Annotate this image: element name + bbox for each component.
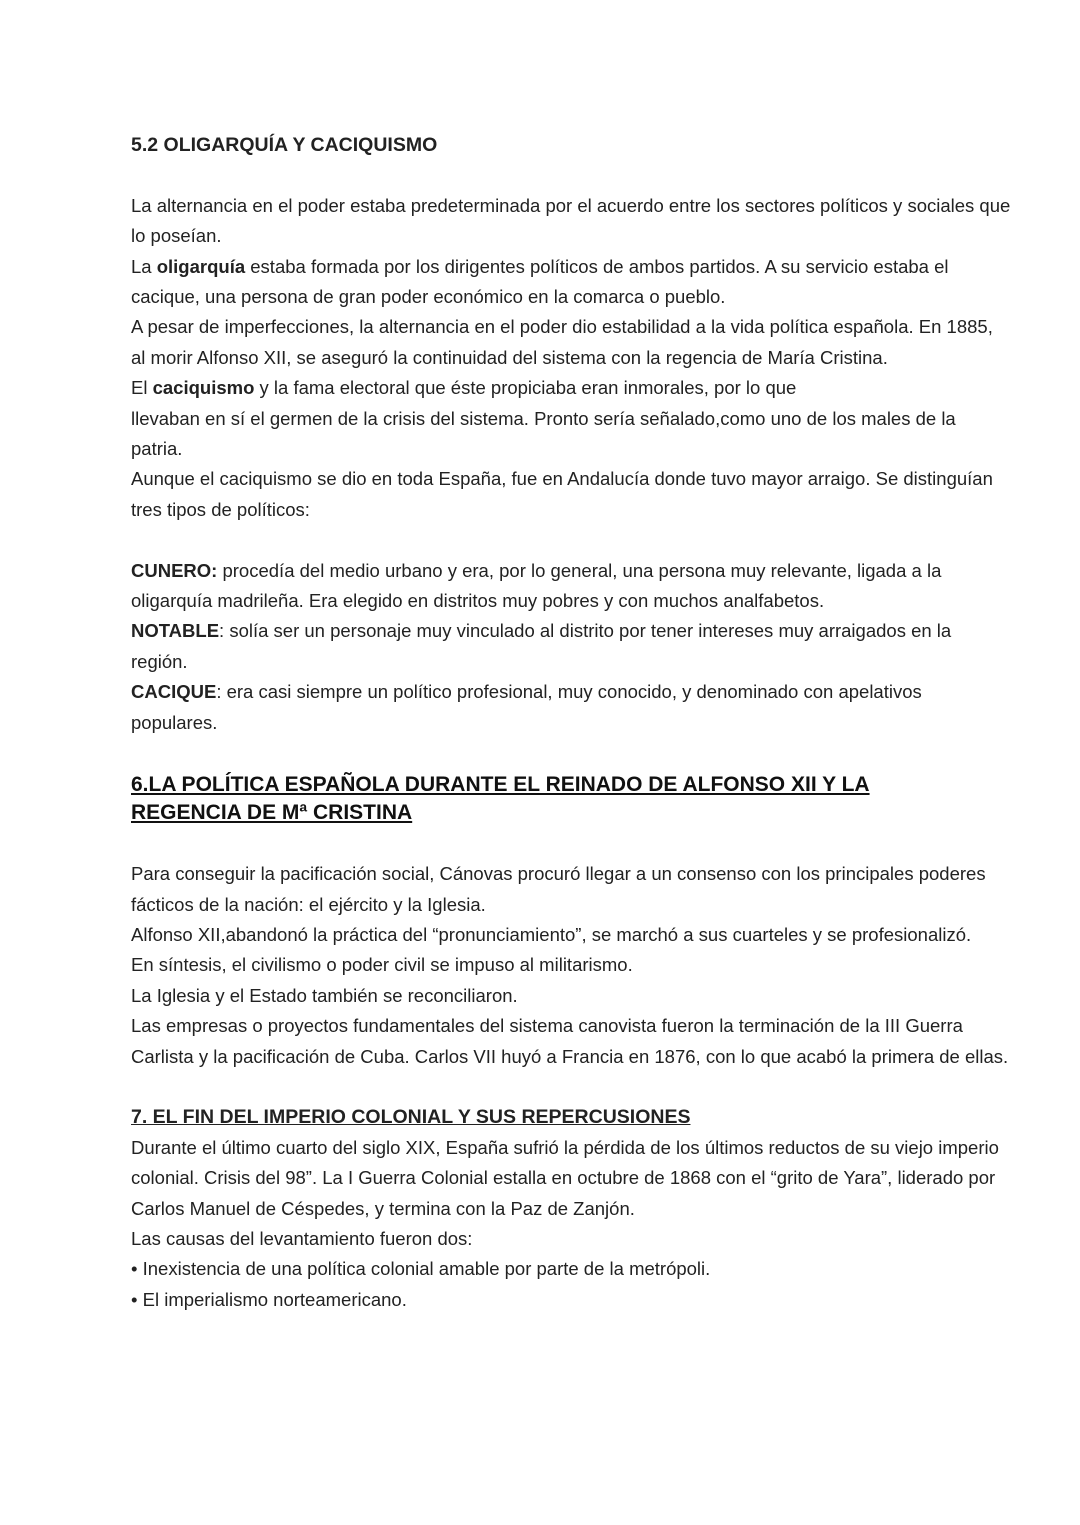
spacer (131, 160, 1011, 190)
paragraph: Aunque el caciquismo se dio en toda España, fue en Andalucía donde tuvo mayor arraigo. Se distinguían tres tipos de políticos: (131, 468, 993, 520)
label-notable: NOTABLE (131, 620, 220, 642)
paragraph: En síntesis, el civilismo o poder civil se impuso al militarismo. (131, 954, 633, 976)
paragraph: Para conseguir la pacificación social, Cánovas procuró llegar a un consenso con los principales poderes fácticos de la nación: el ejército y la Iglesia. (131, 863, 986, 915)
text-run: El (131, 377, 153, 399)
bullet-item: • El imperialismo norteamericano. (131, 1288, 407, 1310)
text-run: y la fama electoral que éste propiciaba eran inmorales, por lo que (254, 377, 797, 399)
text-run: : solía ser un personaje muy vinculado al distrito por tener intereses muy arraigados en la región. (131, 620, 952, 672)
paragraph: La Iglesia y el Estado también se reconciliaron. (131, 984, 518, 1006)
bold-term-oligarquia: oligarquía (156, 255, 246, 277)
label-cunero: CUNERO: (131, 559, 218, 581)
paragraph: llevaban en sí el germen de la crisis del sistema. Pronto sería señalado,como uno de los males de la patria. (131, 407, 956, 460)
paragraph: Alfonso XII,abandonó la práctica del “pronunciamiento”, se marchó a sus cuarteles y se profesionalizó. (131, 923, 972, 945)
bold-term-caciquismo: caciquismo (152, 377, 255, 399)
section-5-2-title: 5.2 OLIGARQUÍA Y CACIQUISMO (131, 134, 438, 156)
spacer (131, 738, 1011, 771)
text-run: : era casi siempre un político profesional, muy conocido, y denominado con apelativos populares. (131, 681, 922, 733)
label-cacique: CACIQUE (131, 681, 217, 703)
paragraph: La alternancia en el poder estaba predeterminada por el acuerdo entre los sectores políticos y sociales que lo poseían. (131, 194, 1011, 247)
spacer (131, 525, 1011, 555)
text-run: La (131, 255, 157, 277)
definition-notable (131, 616, 1011, 677)
bullet-item: • Inexistencia de una política colonial amable por parte de la metrópoli. (131, 1258, 711, 1280)
section-6-title (131, 771, 1011, 827)
paragraph (131, 252, 1011, 313)
document-page (131, 130, 1011, 1315)
paragraph: Las empresas o proyectos fundamentales del sistema canovista fueron la terminación de la III Guerra Carlista y la pacificación de Cuba. Carlos VII huyó a Francia en 1876, con lo que acabó la primera de ellas. (131, 1015, 1009, 1067)
definition-cunero (131, 556, 1011, 617)
text-run: estaba formada por los dirigentes políticos de ambos partidos. A su servicio estaba el cacique, una persona de gran poder económico en la comarca o pueblo. (131, 255, 949, 308)
definition-cacique (131, 677, 1011, 738)
paragraph (131, 373, 1011, 403)
paragraph: Durante el último cuarto del siglo XIX, España sufrió la pérdida de los últimos reductos de su viejo imperio colonial. Crisis del 98”. La I Guerra Colonial estalla en octubre de 1868 con el “grito de Yara”, liderado por Carlos Manuel de Céspedes, y termina con la Paz de Zanjón. (131, 1136, 999, 1219)
text-run: procedía del medio urbano y era, por lo general, una persona muy relevante, ligada a la oligarquía madrileña. Era elegido en distritos muy pobres y con muchos analfabetos. (131, 559, 942, 612)
section-6-title-line1: 6.LA POLÍTICA ESPAÑOLA DURANTE EL REINADO DE ALFONSO XII Y LA (131, 773, 870, 797)
section-6-title-line2: REGENCIA DE Mª CRISTINA (131, 801, 413, 825)
paragraph: A pesar de imperfecciones, la alternancia en el poder dio estabilidad a la vida política española. En 1885, al morir Alfonso XII, se aseguró la continuidad del sistema con la regencia de María Cristina. (131, 316, 993, 368)
section-7-title: 7. EL FIN DEL IMPERIO COLONIAL Y SUS REPERCUSIONES (131, 1106, 691, 1129)
paragraph: Las causas del levantamiento fueron dos: (131, 1227, 473, 1249)
spacer (131, 827, 1011, 859)
spacer (131, 1072, 1011, 1102)
